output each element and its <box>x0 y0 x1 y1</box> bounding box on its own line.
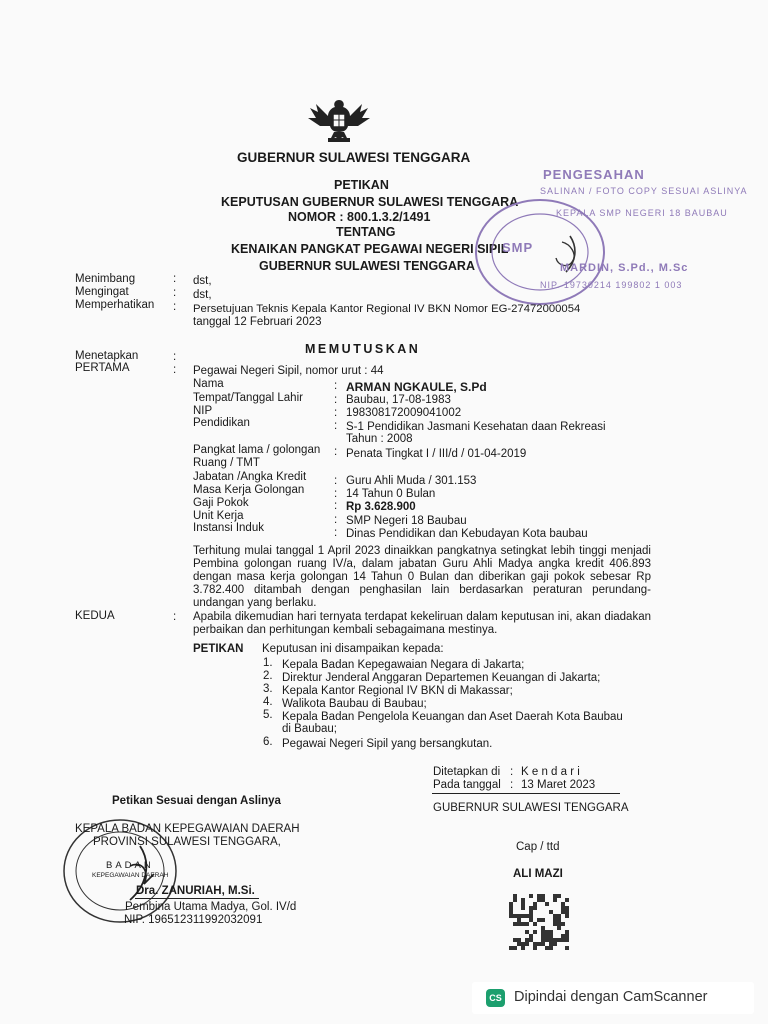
qr-module <box>517 938 521 942</box>
kedua-colon: : <box>173 611 177 623</box>
qr-module <box>521 914 525 918</box>
qr-module <box>565 898 569 902</box>
header-title: PETIKAN <box>334 178 389 192</box>
qr-module <box>553 938 557 942</box>
copy-line2: PROVINSI SULAWESI TENGGARA, <box>93 836 281 848</box>
qr-module <box>549 910 553 914</box>
mengingat-colon: : <box>173 287 177 299</box>
qr-module <box>561 906 565 910</box>
qr-module <box>545 946 549 950</box>
qr-module <box>561 902 565 906</box>
qr-module <box>549 930 553 934</box>
qr-module <box>541 930 545 934</box>
qr-module <box>561 922 565 926</box>
qr-module <box>541 918 545 922</box>
qr-code-icon <box>509 894 569 950</box>
list-item: Kepala Badan Kepegawaian Negara di Jakarta; <box>282 659 525 671</box>
qr-module <box>553 942 557 946</box>
place-label: Ditetapkan di <box>433 766 501 778</box>
copy-title: Petikan Sesuai dengan Aslinya <box>112 795 281 807</box>
cap-text: Cap / ttd <box>516 841 560 853</box>
field-label-masa-kerja: Masa Kerja Golongan <box>193 484 305 496</box>
qr-module <box>513 946 517 950</box>
field-label-gaji: Gaji Pokok <box>193 497 249 509</box>
field-colon: : <box>334 488 338 500</box>
qr-module <box>549 938 553 942</box>
qr-module <box>545 938 549 942</box>
pertama-colon: : <box>173 364 177 376</box>
qr-module <box>541 926 545 930</box>
pertama-label: PERTAMA <box>75 362 130 374</box>
qr-module <box>565 934 569 938</box>
date-label: Pada tanggal <box>433 779 501 791</box>
list-item: Kepala Kantor Regional IV BKN di Makassar; <box>282 685 513 697</box>
camscanner-text: Dipindai dengan CamScanner <box>514 989 708 1005</box>
list-number: 4. <box>263 696 273 708</box>
camscanner-bar <box>472 982 754 1014</box>
qr-module <box>521 946 525 950</box>
qr-module <box>549 942 553 946</box>
qr-module <box>529 934 533 938</box>
field-label-pangkat: Pangkat lama / golongan <box>193 444 321 456</box>
stamp-nip: NIP. 19730214 199802 1 003 <box>540 280 683 290</box>
field-label-ttl: Tempat/Tanggal Lahir <box>193 392 303 404</box>
qr-module <box>525 914 529 918</box>
qr-module <box>541 894 545 898</box>
date-colon: : <box>510 779 514 791</box>
header-about: TENTANG <box>336 225 396 239</box>
qr-module <box>513 914 517 918</box>
list-number: 2. <box>263 670 273 682</box>
field-label-ruang-tmt: Ruang / TMT <box>193 457 260 469</box>
list-number: 1. <box>263 657 273 669</box>
qr-module <box>521 922 525 926</box>
qr-module <box>553 918 557 922</box>
field-value-instansi: Dinas Pendidikan dan Kebudayan Kota baubau <box>346 528 588 540</box>
field-value-pangkat: Penata Tingkat I / III/d / 01-04-2019 <box>346 448 527 460</box>
qr-module <box>529 906 533 910</box>
qr-module <box>529 918 533 922</box>
list-number: 5. <box>263 709 273 721</box>
qr-module <box>561 934 565 938</box>
field-label-unit: Unit Kerja <box>193 510 244 522</box>
field-value-jabatan: Guru Ahli Muda / 301.153 <box>346 475 477 487</box>
qr-module <box>533 946 537 950</box>
list-item: Kepala Badan Pengelola Keuangan dan Aset Daerah Kota Baubau <box>282 711 623 723</box>
petikan-intro: Keputusan ini disampaikan kepada: <box>262 643 444 655</box>
qr-module <box>541 942 545 946</box>
field-colon: : <box>334 500 338 512</box>
enactment-governor: GUBERNUR SULAWESI TENGGARA <box>433 802 629 814</box>
kedua-text: Apabila dikemudian hari ternyata terdapat kekeliruan dalam keputusan ini, akan diadakan perbaikan dan perhitungan kembali sebagaimana mestinya. <box>193 611 651 636</box>
mengingat-value: dst, <box>193 289 212 301</box>
qr-module <box>549 946 553 950</box>
qr-module <box>513 894 517 898</box>
qr-module <box>533 906 537 910</box>
field-value-pendidikan-year: Tahun : 2008 <box>346 433 413 445</box>
qr-module <box>553 898 557 902</box>
qr-module <box>557 922 561 926</box>
stamp-seal-word: SMP <box>502 240 534 255</box>
qr-module <box>529 910 533 914</box>
field-value-masa-kerja: 14 Tahun 0 Bulan <box>346 488 436 500</box>
qr-module <box>533 942 537 946</box>
qr-module <box>517 918 521 922</box>
qr-module <box>517 922 521 926</box>
header-decision: KEPUTUSAN GUBERNUR SULAWESI TENGGARA <box>221 195 519 209</box>
qr-module <box>565 914 569 918</box>
qr-module <box>537 898 541 902</box>
seal-sub: KEPEGAWAIAN DAERAH <box>92 872 169 879</box>
qr-module <box>537 942 541 946</box>
qr-module <box>509 946 513 950</box>
field-value-gaji: Rp 3.628.900 <box>346 501 416 513</box>
memperhatikan-value-2: tanggal 12 Februari 2023 <box>193 316 322 328</box>
qr-module <box>541 934 545 938</box>
petikan-label: PETIKAN <box>193 643 244 655</box>
field-value-nama: ARMAN NGKAULE, S.Pd <box>346 380 487 394</box>
place-colon: : <box>510 766 514 778</box>
field-colon: : <box>334 407 338 419</box>
qr-module <box>533 930 537 934</box>
camscanner-logo-icon: CS <box>486 989 505 1007</box>
field-label-nip: NIP <box>193 405 213 417</box>
qr-module <box>513 938 517 942</box>
qr-module <box>537 918 541 922</box>
qr-module <box>517 914 521 918</box>
qr-module <box>557 926 561 930</box>
list-number: 3. <box>263 683 273 695</box>
pertama-paragraph: Terhitung mulai tanggal 1 April 2023 dinaikkan pangkatnya setingkat lebih tinggi menjadi Pembina golongan ruang IV/a, dalam jabatan Guru Ahli Madya angka kredit 406.893 dengan masa kerja golongan 14 Tahun 0 Bulan dan diberikan gaji pokok sebesar Rp 3.782.400 ditambah dengan penghasilan lain berdasarkan peraturan perundang-undangan yang berlaku. <box>193 545 651 609</box>
qr-module <box>545 934 549 938</box>
stamp-title: PENGESAHAN <box>543 167 645 182</box>
qr-module <box>521 906 525 910</box>
official-nip: NIP. 196512311992032091 <box>124 914 263 926</box>
qr-module <box>545 902 549 906</box>
field-label-instansi: Instansi Induk <box>193 522 264 534</box>
list-item: Walikota Baubau di Baubau; <box>282 698 427 710</box>
qr-module <box>557 938 561 942</box>
date-underline <box>432 793 620 794</box>
copy-line1: KEPALA BADAN KEPEGAWAIAN DAERAH <box>75 823 300 835</box>
qr-module <box>525 942 529 946</box>
qr-module <box>565 930 569 934</box>
memperhatikan-label: Memperhatikan <box>75 299 155 311</box>
qr-module <box>557 918 561 922</box>
qr-module <box>565 906 569 910</box>
qr-module <box>525 930 529 934</box>
list-item: Pegawai Negeri Sipil yang bersangkutan. <box>282 738 493 750</box>
menimbang-value: dst, <box>193 275 212 287</box>
header-subject: KENAIKAN PANGKAT PEGAWAI NEGERI SIPIL <box>231 242 509 256</box>
qr-module <box>509 910 513 914</box>
qr-module <box>529 914 533 918</box>
qr-module <box>513 898 517 902</box>
qr-module <box>557 914 561 918</box>
official-name: Dra. ZANURIAH, M.Si. <box>136 885 255 897</box>
seal-center: BADAN <box>106 860 154 871</box>
qr-module <box>525 922 529 926</box>
qr-module <box>549 934 553 938</box>
mengingat-label: Mengingat <box>75 286 129 298</box>
qr-module <box>509 902 513 906</box>
qr-module <box>521 898 525 902</box>
field-colon: : <box>334 394 338 406</box>
qr-module <box>533 902 537 906</box>
header-governor: GUBERNUR SULAWESI TENGGARA <box>237 150 471 165</box>
qr-module <box>521 902 525 906</box>
field-colon: : <box>334 420 338 432</box>
field-value-ttl: Baubau, 17-08-1983 <box>346 394 451 406</box>
field-label-pendidikan: Pendidikan <box>193 417 250 429</box>
qr-module <box>529 938 533 942</box>
field-colon: : <box>334 380 338 392</box>
official-rank: Pembina Utama Madya, Gol. IV/d <box>125 901 297 913</box>
qr-module <box>545 930 549 934</box>
kedua-label: KEDUA <box>75 610 115 622</box>
list-item: Direktur Jenderal Anggaran Departemen Keuangan di Jakarta; <box>282 672 601 684</box>
qr-module <box>561 938 565 942</box>
qr-module <box>553 894 557 898</box>
name-underline <box>135 898 259 899</box>
memperhatikan-value-1: Persetujuan Teknis Kepala Kantor Regional IV BKN Nomor EG-27472000054 <box>193 303 581 315</box>
qr-module <box>541 898 545 902</box>
place-value: K e n d a r i <box>521 766 580 778</box>
header-number: NOMOR : 800.1.3.2/1491 <box>288 210 431 224</box>
field-value-pendidikan: S-1 Pendidikan Jasmani Kesehatan daan Rekreasi <box>346 421 606 433</box>
qr-module <box>553 922 557 926</box>
qr-module <box>509 914 513 918</box>
qr-module <box>533 922 537 926</box>
list-item-cont: di Baubau; <box>282 723 337 735</box>
qr-module <box>525 938 529 942</box>
list-number: 6. <box>263 736 273 748</box>
memperhatikan-colon: : <box>173 301 177 313</box>
qr-module <box>529 894 533 898</box>
menimbang-label: Menimbang <box>75 273 136 285</box>
menetapkan-colon: : <box>173 351 177 363</box>
stamp-name: MARDIN, S.Pd., M.Sc <box>560 262 689 274</box>
qr-module <box>537 894 541 898</box>
governor-name: ALI MAZI <box>513 868 563 880</box>
stamp-line2: KEPALA SMP NEGERI 18 BAUBAU <box>556 208 728 218</box>
header-governor2: GUBERNUR SULAWESI TENGGARA <box>259 259 475 273</box>
field-label-jabatan: Jabatan /Angka Kredit <box>193 471 307 483</box>
field-label-nama: Nama <box>193 378 224 390</box>
qr-module <box>565 938 569 942</box>
garuda-emblem-icon <box>306 96 372 144</box>
field-value-unit: SMP Negeri 18 Baubau <box>346 515 467 527</box>
field-colon: : <box>334 446 338 458</box>
qr-module <box>521 942 525 946</box>
qr-module <box>557 894 561 898</box>
field-colon: : <box>334 527 338 539</box>
stamp-line1: SALINAN / FOTO COPY SESUAI ASLINYA <box>540 186 748 196</box>
field-colon: : <box>334 475 338 487</box>
menetapkan-label: Menetapkan <box>75 350 139 362</box>
qr-module <box>517 942 521 946</box>
qr-module <box>565 946 569 950</box>
date-value: 13 Maret 2023 <box>521 779 596 791</box>
pertama-intro: Pegawai Negeri Sipil, nomor urut : 44 <box>193 365 384 377</box>
qr-module <box>513 922 517 926</box>
menimbang-colon: : <box>173 273 177 285</box>
qr-module <box>561 910 565 914</box>
qr-module <box>541 938 545 942</box>
field-value-nip: 198308172009041002 <box>346 407 462 419</box>
memutuskan-heading: MEMUTUSKAN <box>305 342 421 356</box>
field-colon: : <box>334 514 338 526</box>
qr-module <box>565 910 569 914</box>
qr-module <box>553 914 557 918</box>
qr-module <box>509 906 513 910</box>
